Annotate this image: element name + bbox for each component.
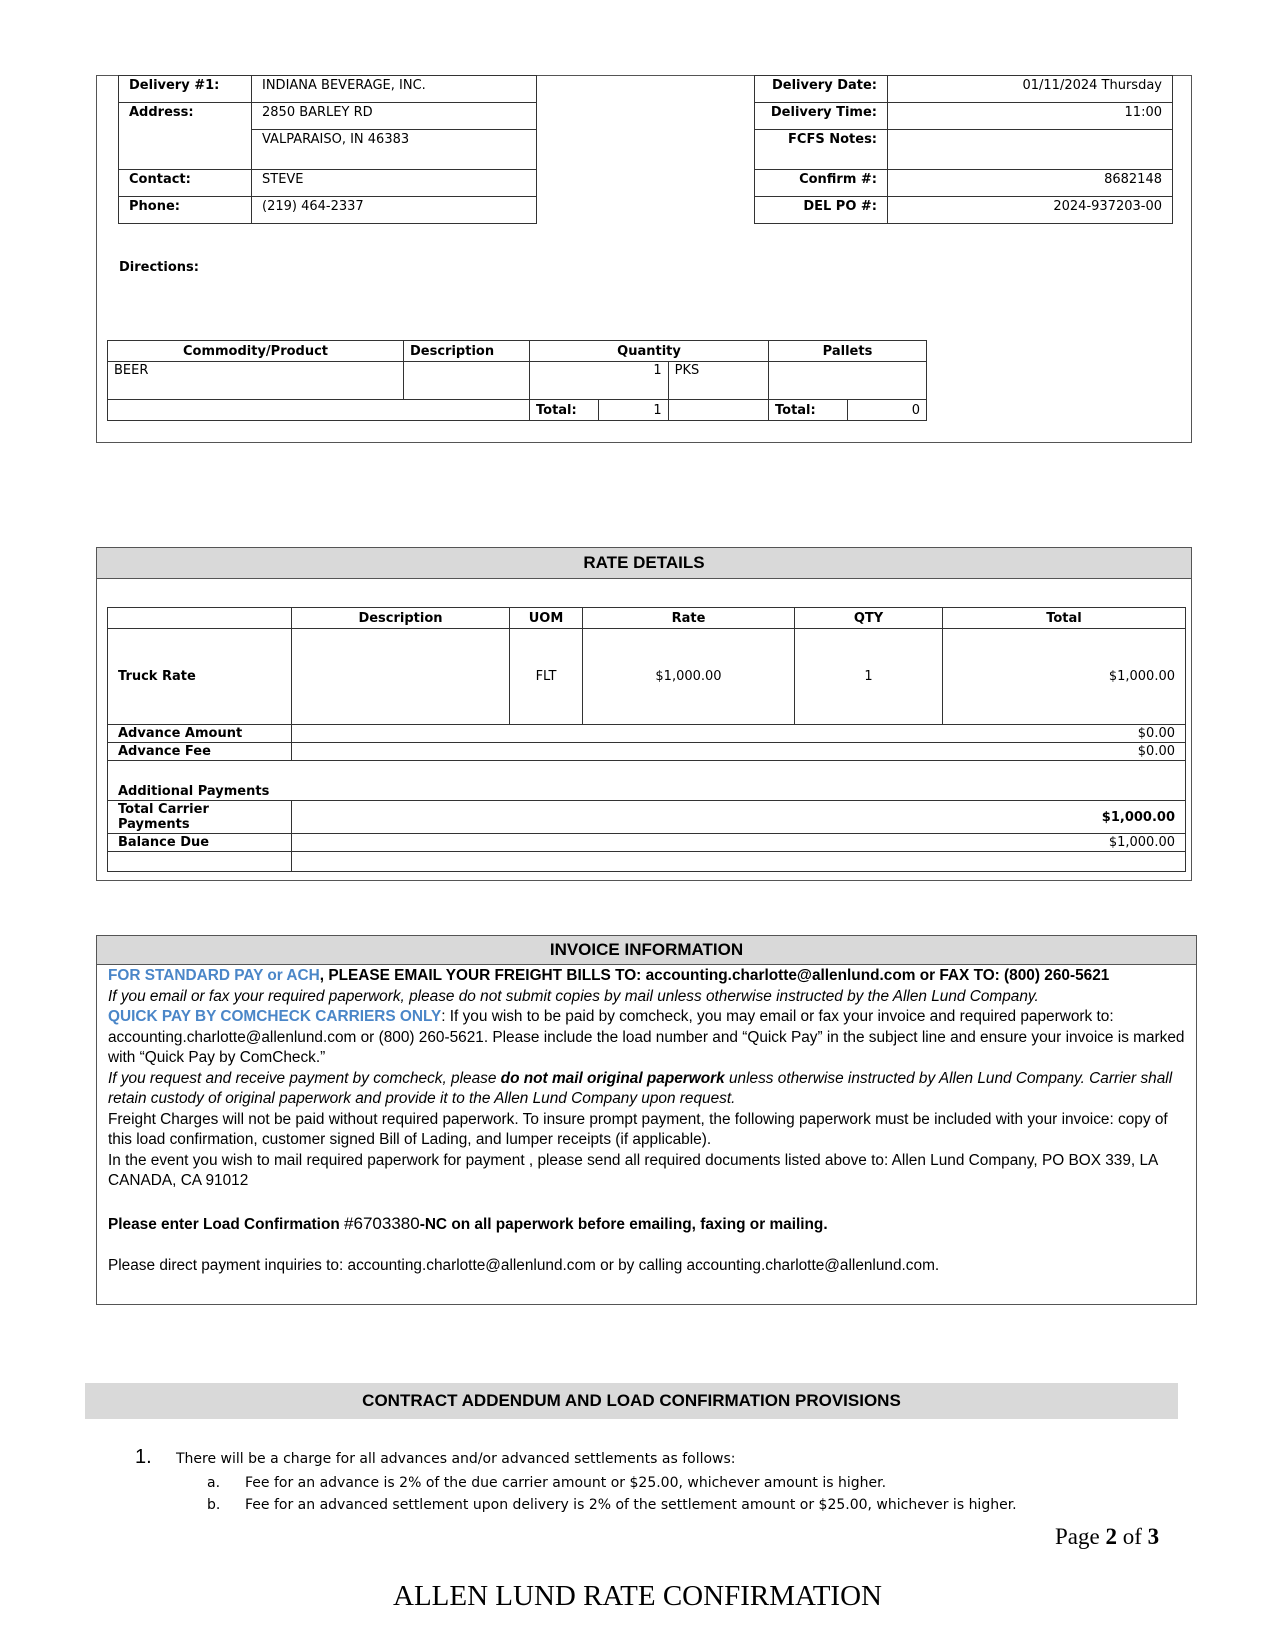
confirm-value: 8682148 <box>888 170 1173 197</box>
page-total: 3 <box>1147 1524 1160 1549</box>
page-number <box>1055 1524 1159 1550</box>
sub-item-b-text: Fee for an advanced settlement upon delivery is 2% of the settlement amount or $25.00, whichever is higher. <box>245 1497 1017 1513</box>
delivery-time-label: Delivery Time: <box>755 103 888 130</box>
pallets-total-label: Total: <box>769 400 848 421</box>
delpo-label: DEL PO #: <box>755 197 888 224</box>
rate-empty-cell-2 <box>292 852 1186 872</box>
advance-fee-value: $0.00 <box>292 743 1186 761</box>
quick-pay-text: : If you wish to be paid by comcheck, you may email or fax your invoice and required paperwork to: accounting.charlotte@allenlund.com or (800) 260-5621. Please include the load number and “Quick Pay” in the subject line and ensure your invoice is marked with “Quick Pay by ComCheck.” <box>108 1008 1185 1066</box>
rate-header-blank <box>108 608 292 629</box>
truck-rate-uom: FLT <box>510 629 583 725</box>
comcheck-bold: do not mail original paperwork <box>500 1069 725 1087</box>
total-carrier-label: Total Carrier Payments <box>108 801 292 834</box>
total-carrier-value: $1,000.00 <box>292 801 1186 834</box>
address-line2: VALPARAISO, IN 46383 <box>252 130 537 170</box>
rate-total-header: Total <box>943 608 1186 629</box>
standard-pay-heading: FOR STANDARD PAY or ACH <box>108 967 320 984</box>
contract-addendum-title: CONTRACT ADDENDUM AND LOAD CONFIRMATION PROVISIONS <box>85 1383 1178 1419</box>
contact-value: STEVE <box>252 170 537 197</box>
sub-item-b-letter: b. <box>207 1497 221 1513</box>
quantity-header: Quantity <box>530 341 769 362</box>
qty-total-empty <box>668 400 768 421</box>
commodity-header: Commodity/Product <box>108 341 404 362</box>
freight-charges-paragraph: Freight Charges will not be paid without required paperwork. To insure prompt payment, the following paperwork must be included with your invoice: copy of this load confirmation, customer signed Bill of Lading, and lumper receipts (if applicable). <box>108 1110 1168 1148</box>
rate-description-header: Description <box>292 608 510 629</box>
truck-rate-qty: 1 <box>795 629 943 725</box>
rate-empty-cell-1 <box>108 852 292 872</box>
delivery-time-value: 11:00 <box>888 103 1173 130</box>
confirm-label: Confirm #: <box>755 170 888 197</box>
phone-label: Phone: <box>119 197 252 224</box>
additional-payments-label: Additional Payments <box>108 761 1186 801</box>
address-label: Address: <box>119 103 252 130</box>
standard-pay-paragraph <box>108 966 1188 987</box>
advance-fee-label: Advance Fee <box>108 743 292 761</box>
address-line1: 2850 BARLEY RD <box>252 103 537 130</box>
fcfs-value <box>888 130 1173 170</box>
pallets-header: Pallets <box>769 341 927 362</box>
mail-paragraph: In the event you wish to mail required paperwork for payment , please send all required documents listed above to: Allen Lund Company, PO BOX 339, LA CANADA, CA 91012 <box>108 1151 1158 1189</box>
page-current: 2 <box>1105 1524 1117 1549</box>
load-conf-text-2: -NC on all paperwork before emailing, faxing or mailing. <box>419 1215 828 1233</box>
commodity-product: BEER <box>108 362 404 400</box>
truck-rate-description <box>292 629 510 725</box>
document-footer-title: ALLEN LUND RATE CONFIRMATION <box>393 1580 882 1612</box>
address-label-spacer <box>119 130 252 170</box>
quick-pay-paragraph <box>108 1007 1188 1069</box>
invoice-body <box>108 966 1188 1277</box>
comcheck-paragraph <box>108 1069 1188 1110</box>
truck-rate-rate: $1,000.00 <box>583 629 795 725</box>
commodity-qty: 1 <box>530 362 669 400</box>
email-note: If you email or fax your required paperwork, please do not submit copies by mail unless otherwise instructed by the Allen Lund Company. <box>108 987 1039 1005</box>
fcfs-label: FCFS Notes: <box>755 130 888 170</box>
balance-due-value: $1,000.00 <box>292 834 1186 852</box>
commodity-unit: PKS <box>668 362 768 400</box>
delivery-schedule-table <box>754 75 1173 224</box>
delivery-value: INDIANA BEVERAGE, INC. <box>252 76 537 103</box>
qty-total-value: 1 <box>599 400 668 421</box>
rate-uom-header: UOM <box>510 608 583 629</box>
inquiries-paragraph: Please direct payment inquiries to: accounting.charlotte@allenlund.com or by calling accounting.charlotte@allenlund.com. <box>108 1257 940 1274</box>
advance-amount-label: Advance Amount <box>108 725 292 743</box>
delivery-date-label: Delivery Date: <box>755 76 888 103</box>
delivery-label: Delivery #1: <box>119 76 252 103</box>
provision-number: 1. <box>135 1446 152 1468</box>
commodity-table <box>107 340 927 421</box>
page-of: of <box>1116 1524 1148 1549</box>
comcheck-text-1: If you request and receive payment by comcheck, please <box>108 1069 501 1087</box>
commodity-total-spacer <box>108 400 530 421</box>
commodity-description <box>404 362 530 400</box>
delivery-date-value: 01/11/2024 Thursday <box>888 76 1173 103</box>
load-conf-number: #6703380 <box>344 1213 420 1233</box>
sub-item-a-text: Fee for an advance is 2% of the due carrier amount or $25.00, whichever amount is higher. <box>245 1475 887 1491</box>
provision-text: There will be a charge for all advances and/or advanced settlements as follows: <box>176 1451 736 1467</box>
truck-rate-label: Truck Rate <box>108 629 292 725</box>
truck-rate-total: $1,000.00 <box>943 629 1186 725</box>
sub-item-a-letter: a. <box>207 1475 221 1491</box>
load-confirmation-paragraph <box>108 1214 1188 1236</box>
load-conf-text-1: Please enter Load Confirmation <box>108 1215 345 1233</box>
page-word: Page <box>1055 1524 1106 1549</box>
standard-pay-text: , PLEASE EMAIL YOUR FREIGHT BILLS TO: accounting.charlotte@allenlund.com or FAX TO: (800) 260-5621 <box>319 967 1110 984</box>
rate-rate-header: Rate <box>583 608 795 629</box>
description-header: Description <box>404 341 530 362</box>
rate-details-title: RATE DETAILS <box>97 548 1191 579</box>
comcheck-text-2: unless otherwise instructed by Allen Lund Company. Carrier shall retain custody of original paperwork and provide it to the Allen Lund Company upon request. <box>108 1069 1173 1107</box>
phone-value: (219) 464-2337 <box>252 197 537 224</box>
delivery-info-table <box>118 75 537 224</box>
balance-due-label: Balance Due <box>108 834 292 852</box>
qty-total-label: Total: <box>530 400 599 421</box>
commodity-pallets <box>769 362 927 400</box>
delpo-value: 2024-937203-00 <box>888 197 1173 224</box>
quick-pay-heading: QUICK PAY BY COMCHECK CARRIERS ONLY <box>108 1008 442 1025</box>
rate-qty-header: QTY <box>795 608 943 629</box>
rate-table <box>107 607 1186 872</box>
advance-amount-value: $0.00 <box>292 725 1186 743</box>
directions-label: Directions: <box>119 260 199 275</box>
contact-label: Contact: <box>119 170 252 197</box>
invoice-information-title: INVOICE INFORMATION <box>97 936 1196 965</box>
pallets-total-value: 0 <box>848 400 927 421</box>
